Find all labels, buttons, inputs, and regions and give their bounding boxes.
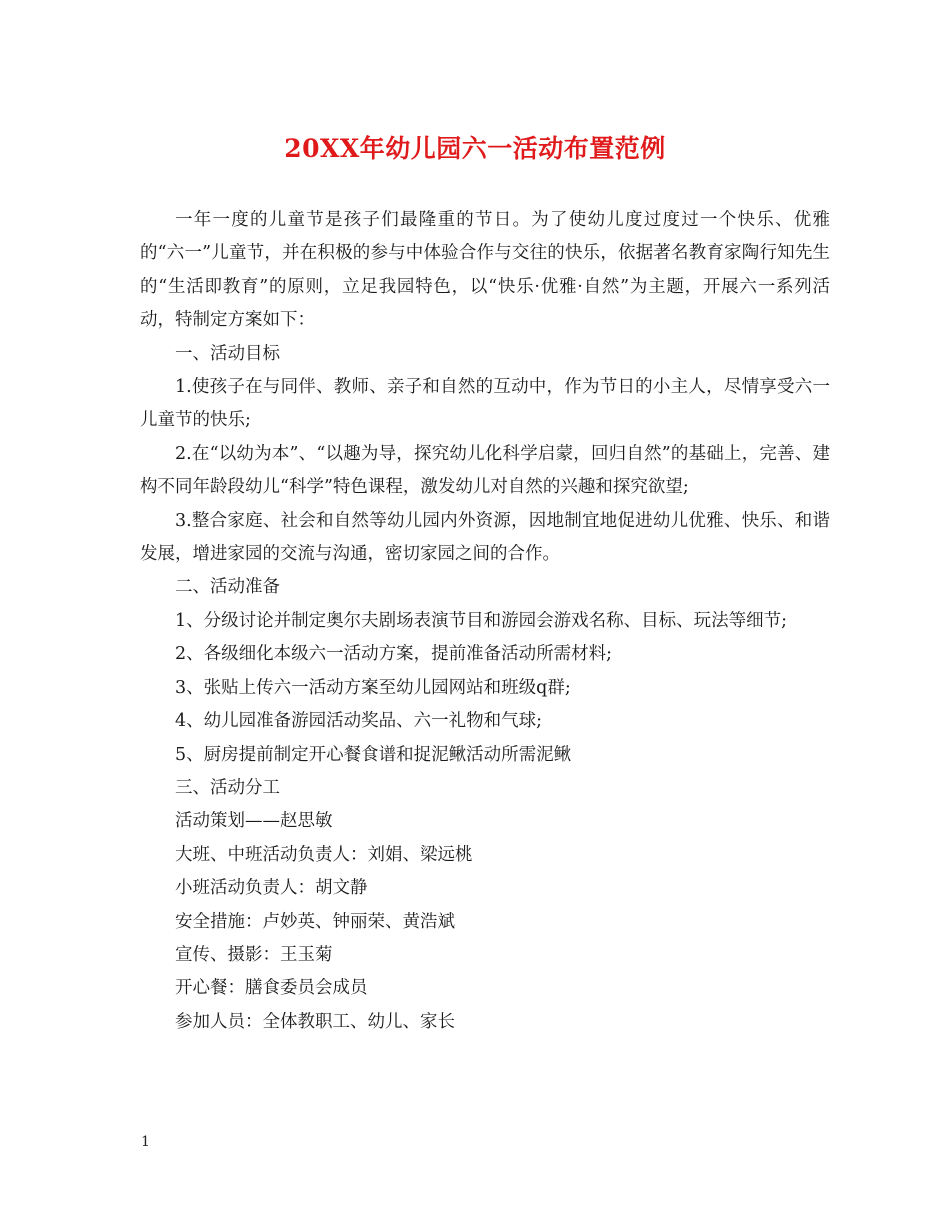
division-item-planning: 活动策划——赵思敏 <box>175 811 333 832</box>
goal-item-1: 1.使孩子在与同伴、教师、亲子和自然的互动中，作为节日的小主人，尽情享受六一儿童节的快乐; <box>140 377 830 431</box>
section-heading-goals: 一、活动目标 <box>175 343 280 364</box>
goal-item-3: 3.整合家庭、社会和自然等幼儿园内外资源，因地制宜地促进幼儿优雅、快乐、和谐发展，增进家园的交流与沟通，密切家园之间的合作。 <box>140 510 830 565</box>
division-item-publicity: 宣传、摄影：王玉菊 <box>175 944 333 965</box>
preparation-item-5: 5、厨房提前制定开心餐食谱和捉泥鳅活动所需泥鳅 <box>175 744 572 765</box>
intro-paragraph: 一年一度的儿童节是孩子们最隆重的节日。为了使幼儿度过度过一个快乐、优雅的“六一”儿童节，并在积极的参与中体验合作与交往的快乐，依据著名教育家陶行知先生的“生活即教育”的原则，立足我园特色，以“快乐·优雅·自然”为主题，开展六一系列活动，特制定方案如下： <box>140 210 830 331</box>
preparation-item-2: 2、各级细化本级六一活动方案，提前准备活动所需材料; <box>175 644 613 665</box>
section-heading-division: 三、活动分工 <box>175 777 280 798</box>
division-item-small-class: 小班活动负责人：胡文静 <box>175 878 368 899</box>
division-item-large-middle-class: 大班、中班活动负责人：刘娟、梁远桃 <box>175 844 473 865</box>
preparation-item-3: 3、张贴上传六一活动方案至幼儿园网站和班级q群; <box>175 677 571 698</box>
division-item-safety: 安全措施：卢妙英、钟丽荣、黄浩斌 <box>175 911 455 932</box>
section-heading-preparation: 二、活动准备 <box>175 577 280 598</box>
document-title: 20XX年幼儿园六一活动布置范例 <box>284 134 666 163</box>
division-item-happy-meal: 开心餐：膳食委员会成员 <box>175 978 368 999</box>
preparation-item-1: 1、分级讨论并制定奥尔夫剧场表演节目和游园会游戏名称、目标、玩法等细节; <box>175 610 788 631</box>
page-number: 1 <box>141 1134 150 1150</box>
document-body <box>140 204 830 1039</box>
preparation-item-4: 4、幼儿园准备游园活动奖品、六一礼物和气球; <box>175 711 543 732</box>
division-item-participants: 参加人员：全体教职工、幼儿、家长 <box>175 1011 455 1032</box>
goal-item-2: 2.在“以幼为本”、“以趣为导，探究幼儿化科学启蒙，回归自然”的基础上，完善、建构不同年龄段幼儿“科学”特色课程，激发幼儿对自然的兴趣和探究欲望; <box>140 443 830 498</box>
